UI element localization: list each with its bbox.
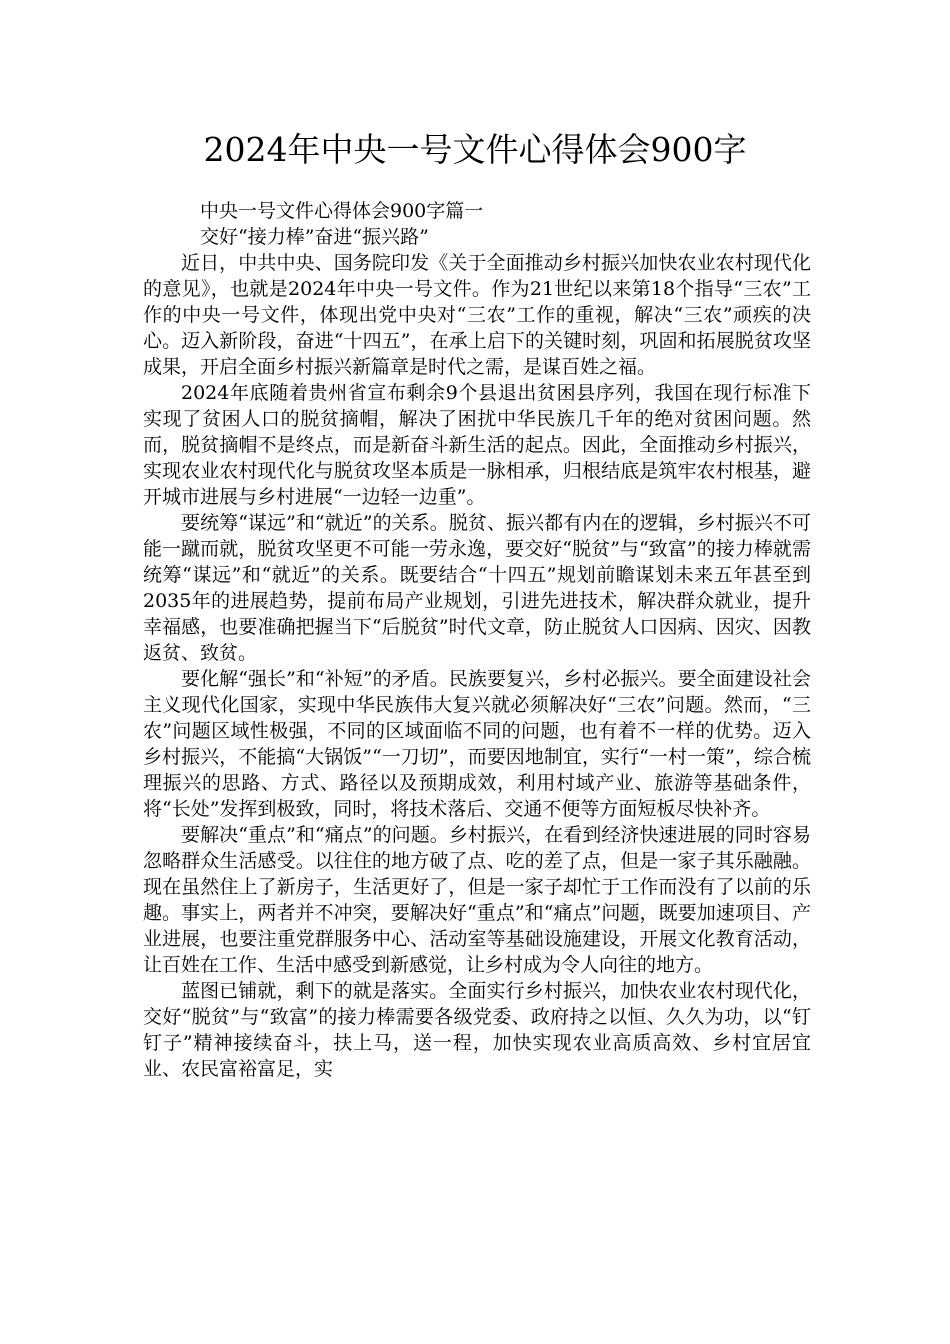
document-heading: 交好“接力棒”奋进“振兴路” [200,226,429,248]
paragraph: 近日，中共中央、国务院印发《关于全面推动乡村振兴加快农业农村现代化的意见》，也就是2024年中央一号文件。作为21世纪以来第18个指导“三农”工作的中央一号文件，体现出党中央对“三农”工作的重视，解决“三农”顽疾的决心。迈入新阶段，奋进“十四五”，在承上启下的关键时刻，巩固和拓展脱贫攻坚成果，开启全面乡村振兴新篇章是时代之需，是谋百姓之福。 [143,252,811,378]
paragraph: 要解决“重点”和“痛点”的问题。乡村振兴，在看到经济快速进展的同时容易忽略群众生活感受。以往住的地方破了点、吃的差了点，但是一家子其乐融融。现在虽然住上了新房子，生活更好了，但是一家子却忙于工作而没有了以前的乐趣。事实上，两者并不冲突，要解决好“重点”和“痛点”问题，既要加速项目、产业进展，也要注重党群服务中心、活动室等基础设施建设，开展文化教育活动，让百姓在工作、生活中感受到新感觉，让乡村成为令人向往的地方。 [143,824,811,976]
document-body [143,198,811,1082]
paragraph: 要化解“强长”和“补短”的矛盾。民族要复兴，乡村必振兴。要全面建设社会主义现代化国家，实现中华民族伟大复兴就必须解决好“三农”问题。然而，“三农”问题区域性极强，不同的区域面临不同的问题，也有着不一样的优势。迈入乡村振兴，不能搞“大锅饭”“一刀切”，而要因地制宜，实行“一村一策”，综合梳理振兴的思路、方式、路径以及预期成效，利用村域产业、旅游等基础条件，将“长处”发挥到极致，同时，将技术落后、交通不便等方面短板尽快补齐。 [143,668,811,820]
paragraph: 要统筹“谋远”和“就近”的关系。脱贫、振兴都有内在的逻辑，乡村振兴不可能一蹴而就，脱贫攻坚更不可能一劳永逸，要交好“脱贫”与“致富”的接力棒就需统筹“谋远”和“就近”的关系。既要结合“十四五”规划前瞻谋划未来五年甚至到2035年的进展趋势，提前布局产业规划，引进先进技术，解决群众就业，提升幸福感，也要准确把握当下“后脱贫”时代文章，防止脱贫人口因病、因灾、因教返贫、致贫。 [143,512,811,664]
document-subtitle: 中央一号文件心得体会900字篇一 [200,200,484,222]
paragraph: 2024年底随着贵州省宣布剩余9个县退出贫困县序列，我国在现行标准下实现了贫困人口的脱贫摘帽，解决了困扰中华民族几千年的绝对贫困问题。然而，脱贫摘帽不是终点，而是新奋斗新生活的起点。因此，全面推动乡村振兴，实现农业农村现代化与脱贫攻坚本质是一脉相承，归根结底是筑牢农村根基，避开城市进展与乡村进展“一边轻一边重”。 [143,382,811,508]
paragraph: 蓝图已铺就，剩下的就是落实。全面实行乡村振兴，加快农业农村现代化，交好“脱贫”与“致富”的接力棒需要各级党委、政府持之以恒、久久为功，以“钉钉子”精神接续奋斗，扶上马，送一程，加快实现农业高质高效、乡村宜居宜业、农民富裕富足，实 [143,980,811,1080]
document-title: 2024年中央一号文件心得体会900字 [203,130,747,169]
